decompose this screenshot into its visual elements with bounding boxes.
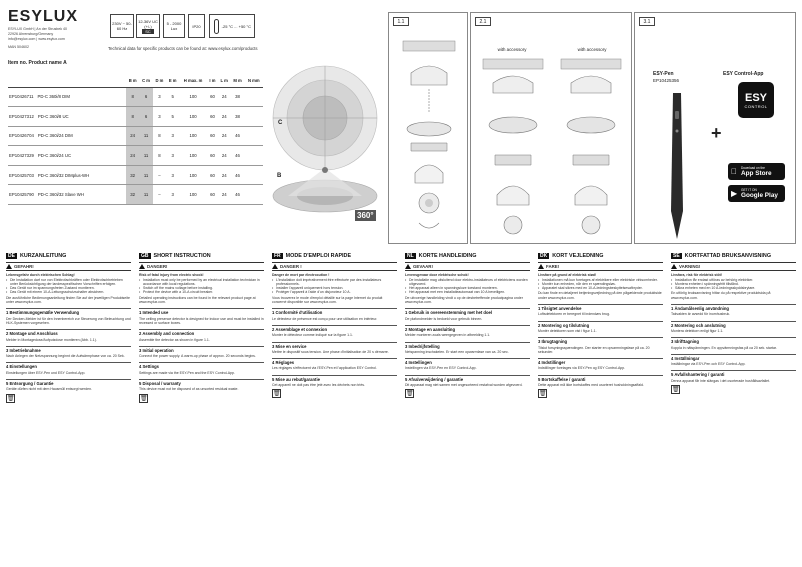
section-heading: 4 Einstellungen [6, 362, 131, 369]
safety-item: • De installatie mag uitsluitend door elektro-installateurs of elektriciens worden uitgevoerd. [405, 278, 530, 287]
danger-text: Risk of fatal injury from electric shock! [139, 273, 204, 278]
product-name: PD-C 360i/24 UC [37, 153, 72, 159]
danger-text: Livsfara, risk för elektrisk stöt! [671, 273, 722, 278]
table-cell: 24 [218, 126, 231, 146]
danger-text: Lebensgefahr durch elektrischen Schlag! [6, 273, 75, 278]
table-cell: 24 [126, 126, 139, 146]
spec-temperature [209, 14, 255, 38]
section-text: Le détecteur de présence est conçu pour une utilisation en intérieur. [272, 316, 378, 321]
section-text: Der Decken-Melder ist für den Innenbereich zur Steuerung von Beleuchtung und HLK-Systemen vorgesehen. [6, 316, 131, 325]
table-cell: 46 [231, 185, 245, 205]
column-head [671, 253, 796, 259]
table-cell: 11 [139, 165, 152, 185]
table-cell: 24 [218, 146, 231, 166]
section-heading: 5 Afvalverwijdering / garantie [405, 375, 530, 382]
bin-icon: 🗑 [406, 391, 414, 398]
column-header: D m [153, 75, 166, 87]
table-cell: 8 [153, 126, 166, 146]
language-code: NL [407, 253, 414, 259]
column-title: MODE D'EMPLOI RAPIDE [285, 253, 352, 259]
section-text: Melder in Montagedose/Aufputzdose montieren (Abb. 1.1). [6, 337, 97, 342]
figure-badge: 3.1 [639, 17, 655, 26]
product-cell [8, 87, 126, 107]
figure-1-panel [388, 12, 468, 244]
table-cell: 11 [139, 185, 152, 205]
product-cell [8, 126, 126, 146]
safety-item: • Het apparaat alleen in spanningsloze toestand monteren. [405, 286, 530, 290]
bin-icon: 🗑 [7, 395, 15, 402]
spec-uc [136, 14, 160, 38]
detection-label-c: C [278, 120, 283, 126]
table-cell: 46 [231, 146, 245, 166]
table-row [8, 126, 263, 146]
spec-lux [163, 14, 185, 38]
table-cell: 38 [231, 87, 245, 107]
danger-label: DANGER! [147, 263, 168, 269]
esy-pen-number: EP10425356 [653, 78, 680, 83]
section-text: The ceiling presence detector is designed for indoor use and must be installed in recessed or surface boxes. [139, 316, 264, 325]
table-cell: 60 [207, 146, 218, 166]
table-cell: 3 [166, 185, 179, 205]
bin-icon: 🗑 [273, 391, 281, 398]
warning-icon [538, 264, 544, 269]
language-code: FR [274, 253, 281, 259]
table-cell [245, 165, 263, 185]
section-heading: 3 Initial operation [139, 346, 264, 353]
safety-item: • Switch off the mains voltage before installing. [139, 286, 264, 290]
table-cell: 32 [126, 165, 139, 185]
section-text: Loftsdetektoren er beregnet til indendørs brug. [538, 312, 610, 317]
danger-bar [671, 262, 796, 271]
product-cell [8, 165, 126, 185]
safety-item: • Installationen må kun foretages af elektrikere eller elektriske virksomheder. [538, 278, 663, 282]
section-heading: 1 Gebruik in overeenstemming met het doel [405, 308, 530, 315]
items-table [8, 75, 263, 205]
section-text: Les réglages s'effectuent via l'ESY-Pen et l'application ESY Control. [272, 366, 377, 371]
safety-item: • Protéger l'appareil à l'aide d'un disjoncteur 10 A. [272, 290, 397, 294]
table-cell [245, 185, 263, 205]
language-column-de [6, 253, 131, 403]
tech-note: Technical data for specific products can be found at: www.esylux.com/products [108, 46, 258, 51]
safety-item: • L'installation doit impérativement être effectuée par des installateurs professionnels. [272, 278, 397, 287]
play-icon: ▶ [731, 189, 738, 198]
safety-item: • Protect the device with a 10-A circuit breaker. [139, 290, 264, 294]
product-cell [8, 107, 126, 127]
column-title: SHORT INSTRUCTION [153, 253, 211, 259]
spec-text: 5 - 2000 Lux [166, 21, 182, 31]
store-small-text: Download on the [741, 166, 765, 170]
items-heading: Item no. Product name A [8, 60, 67, 66]
section-text: Denna apparat får inte slängas i det osorterade hushållsavfallet. [671, 378, 771, 383]
danger-text: Danger de mort par électrocution ! [272, 273, 330, 278]
danger-label: GEVAAR! [413, 263, 433, 269]
product-cell [8, 146, 126, 166]
product-name: PD-C 360i/8 UC [37, 113, 69, 119]
warning-icon [405, 264, 411, 269]
section-text: Dit apparaat mag niet samen met ongesorteerd restafval worden afgevoerd. [405, 383, 523, 388]
spec-voltage [110, 14, 134, 38]
address-line: ESYLUX GmbH | An der Strusbek 40 [8, 27, 68, 31]
language-code: SE [673, 253, 680, 259]
item-number: EP10427312 [9, 113, 34, 119]
intro-text: Vous trouverez le mode d'emploi détaillé sur la page Internet du produit concerné disponible sur www.esylux.com. [272, 295, 383, 305]
table-cell: 46 [231, 126, 245, 146]
address-line: info@esylux.com | www.esylux.com [8, 37, 65, 41]
table-cell: 24 [218, 107, 231, 127]
table-cell: 3 [153, 87, 166, 107]
app-title: ESY Control-App [723, 71, 764, 77]
caption-with-accessory: with accessory [497, 47, 527, 52]
table-cell: 60 [207, 165, 218, 185]
store-small-text: GET IT ON [741, 188, 757, 192]
caption-with-accessory: with accessory [577, 47, 607, 52]
spec-text: IP20 [192, 23, 201, 29]
section-text: Mettre le dispositif sous tension. Une phase d'initialisation de 20 s démarre. [272, 349, 389, 354]
safety-item: • Montér kun enheden, når den er spændingsløs. [538, 282, 663, 286]
section-text: Takvakten är avsedd för inomhusbruk. [671, 312, 731, 317]
section-text: Montér detektoren som vist i figur 1.1. [538, 328, 597, 333]
section-heading: 1 Intended use [139, 308, 264, 315]
table-row [8, 185, 263, 205]
danger-bar [538, 262, 663, 271]
language-column-se [671, 253, 796, 394]
app-logo-top: ESY [744, 91, 767, 104]
section-heading: 1 Ändamålsenlig användning [671, 304, 796, 311]
danger-bar [272, 262, 397, 271]
table-cell: 6 [139, 107, 152, 127]
product-cell [8, 185, 126, 205]
danger-bar [6, 262, 131, 271]
table-row [8, 87, 263, 107]
section-heading: 4 Settings [139, 362, 264, 369]
bin-icon: 🗑 [140, 395, 148, 402]
warning-icon [139, 264, 145, 269]
bin-icon: 🗑 [539, 391, 547, 398]
column-head [6, 253, 131, 259]
table-cell: 100 [179, 146, 207, 166]
table-cell: 38 [231, 107, 245, 127]
table-cell: 100 [179, 165, 207, 185]
product-name: PD-C 360i/32 Slave WH [37, 192, 84, 198]
warning-icon [671, 264, 677, 269]
table-cell: 100 [179, 185, 207, 205]
table-cell [245, 107, 263, 127]
disposal-note [139, 394, 264, 403]
section-heading: 5 Entsorgung / Garantie [6, 379, 131, 386]
section-heading: 5 Bortskaffelse / garanti [538, 375, 663, 382]
column-header: B m [126, 75, 139, 87]
section-heading: 5 Disposal / warranty [139, 379, 264, 386]
intro-text: Detailed operating instructions can be found in the relevant product page at www.esylux.com. [139, 295, 256, 305]
table-cell: 24 [218, 185, 231, 205]
table-row [8, 107, 263, 127]
safety-item: • Installation must only be performed by an electrical installation technician in accordance with local regulations. [139, 278, 264, 287]
store-big-text: Google Play [741, 192, 778, 199]
figure-badge: 1.1 [393, 17, 409, 26]
table-cell: 100 [179, 126, 207, 146]
section-text: Connect the power supply. A warm-up phase of approx. 20 seconds begins. [139, 354, 256, 359]
section-text: Monter le détecteur comme indiqué sur la figure 1.1. [272, 333, 353, 338]
section-heading: 2 Assemblage et connexion [272, 325, 397, 332]
spec-text: -25 °C ... +50 °C [221, 23, 251, 29]
section-heading: 2 Montage und Anschluss [6, 329, 131, 336]
table-cell: 60 [207, 185, 218, 205]
esy-control-app-icon[interactable] [738, 82, 774, 118]
column-header: M m [231, 75, 245, 87]
table-cell: 3 [153, 107, 166, 127]
table-cell: 8 [153, 146, 166, 166]
section-text: Netspanning inschakelen. Er start een opwarmfase van ca. 20 sec. [405, 349, 509, 354]
intro-text: En utförlig bruksanvisning hittar du på respektive produktsida på www.esylux.com. [671, 291, 771, 300]
column-header: L m [218, 75, 231, 87]
table-cell: 24 [218, 165, 231, 185]
doc-number: MAN 504602 [8, 45, 29, 49]
section-text: Nach Anlegen der Netzspannung beginnt die Aufwärmphase von ca. 20 Sek. [6, 354, 125, 359]
safety-item: • Installer l'appareil uniquement hors tension. [272, 286, 397, 290]
section-text: Melder monteren zoals weergegeven in afbeelding 1.1. [405, 333, 491, 338]
section-text: Inställningar via ESY-Pen och ESY Control-App. [671, 362, 746, 367]
table-cell: 8 [126, 87, 139, 107]
figure-3-panel [634, 12, 796, 244]
item-number: EP10426711 [9, 94, 34, 100]
item-number: EP10426704 [9, 133, 34, 139]
section-heading: 4 Inställningar [671, 354, 796, 361]
table-row [8, 165, 263, 185]
spec-ip [188, 14, 205, 38]
column-header: H max. m [179, 75, 207, 87]
mounting-illustration [397, 33, 461, 238]
product-name: PD-C 360i/24 DIM [37, 133, 73, 139]
table-cell: 24 [218, 87, 231, 107]
intro-text: De uitvoerige handleiding vindt u op de desbetreffende productpagina onder www.esylux.com. [405, 295, 523, 305]
esy-pen-title: ESY-Pen [653, 71, 674, 77]
warning-icon [6, 264, 12, 269]
accessory-mounting-illustration [475, 55, 629, 241]
table-cell: – [153, 185, 166, 205]
table-cell: 3 [166, 165, 179, 185]
danger-bar [405, 262, 530, 271]
section-text: Einstellungen über ESY-Pen und ESY Control-App. [6, 370, 86, 375]
plus-icon: + [711, 123, 722, 143]
section-heading: 3 Inbetriebnahme [6, 346, 131, 353]
brand-logo: ESYLUX [8, 8, 79, 25]
danger-label: DANGER ! [280, 263, 302, 269]
section-text: Montera detektorn enligt figur 1.1. [671, 328, 724, 333]
safety-item: • Die Installation darf nur von Elektrofachkräften oder Elektrofachbetrieben unter Berücksichtigung der landesspezifischen Vorschriften erfolgen. [6, 278, 131, 287]
safety-item: • Apparatet skal sikres med en 10-A-ledningsbeskyttelsesafbryder. [538, 286, 663, 290]
product-name: PD-C 360i/32 DIMplus-WH [37, 172, 90, 178]
table-cell: 3 [166, 126, 179, 146]
section-heading: 4 Instellingen [405, 358, 530, 365]
figure-2-panel [470, 12, 632, 244]
detection-label-b: B [277, 173, 282, 179]
apple-icon [731, 167, 739, 176]
section-text: Indstillinger foretages via ESY-Pen og ESY Control-App. [538, 366, 626, 371]
product-name: PD-C 360i/8 DIM [37, 94, 71, 100]
section-heading: 3 Ibrugtagning [538, 337, 663, 344]
detection-area-illustration [268, 58, 383, 223]
language-column-nl [405, 253, 530, 398]
disposal-note [538, 389, 663, 398]
column-header [8, 75, 126, 87]
section-text: Koppla in nätspänningen. En uppvärmningsfas på ca 20 sek. startar. [671, 345, 777, 350]
table-cell: 100 [179, 87, 207, 107]
warning-icon [272, 264, 278, 269]
table-cell: 60 [207, 126, 218, 146]
spec-text: SC [142, 29, 154, 34]
app-logo-bottom: CONTROL [744, 103, 768, 109]
disposal-note [671, 385, 796, 394]
table-cell [245, 87, 263, 107]
section-heading: 3 Idrifttagning [671, 337, 796, 344]
language-code: GB [141, 253, 149, 259]
table-cell: 5 [166, 107, 179, 127]
section-heading: 2 Montering og tilslutning [538, 321, 663, 328]
column-head [139, 253, 264, 259]
danger-label: FARE! [546, 263, 560, 269]
safety-item: • Säkra enheten med en 10 A-ledningsskyddsbrytare. [671, 286, 796, 290]
table-cell: 11 [139, 126, 152, 146]
section-text: Dette apparat må ikke bortskaffes med usorteret husholdningsaffald. [538, 383, 644, 388]
company-address [8, 27, 78, 50]
section-heading: 2 Montage en aansluiting [405, 325, 530, 332]
section-text: This device must not be disposed of as unsorted residual waste. [139, 387, 239, 392]
safety-item: • Montera enheten i spänningsfritt tillstånd. [671, 282, 796, 286]
google-play-button[interactable] [728, 185, 785, 202]
intro-text: Du kan finde en detaljeret betjeningsvejledning på den pågældende produktside under www.esylux.com. [538, 291, 662, 300]
language-column-fr [272, 253, 397, 398]
section-text: De plafondmelder is bedoeld voor gebruik binnen. [405, 316, 483, 321]
safety-item: • Installation får endast utföras av behörig elektriker. [671, 278, 796, 282]
language-code: DK [540, 253, 548, 259]
disposal-note [272, 389, 397, 398]
column-head [405, 253, 530, 259]
column-title: KORTE HANDLEIDING [418, 253, 477, 259]
safety-item: • Das Gerät mit einem 10-A-Leitungsschutzschalter absichern. [6, 290, 131, 294]
table-cell: 60 [207, 107, 218, 127]
language-column-gb [139, 253, 264, 403]
section-heading: 4 Indstillinger [538, 358, 663, 365]
column-header: N mm [245, 75, 263, 87]
table-cell: 5 [166, 87, 179, 107]
language-code: DE [8, 253, 15, 259]
table-cell: 11 [139, 146, 152, 166]
section-text: Assemble the detector as shown in figure 1.1. [139, 337, 210, 342]
language-column-dk [538, 253, 663, 398]
spec-text: 230V ~ 50-60 Hz [112, 21, 132, 31]
safety-item: • Het apparaat met een installatieautomaat van 10 A beveiligen. [405, 290, 530, 294]
danger-label: VARNING! [679, 263, 701, 269]
column-title: KURZANLEITUNG [19, 253, 67, 259]
column-title: KORT VEJLEDNING [552, 253, 604, 259]
section-text: Instellingen via ESY-Pen en ESY Control-App. [405, 366, 477, 371]
table-header-row [8, 75, 263, 87]
table-cell: 46 [231, 165, 245, 185]
column-head [538, 253, 663, 259]
esy-pen-icon [663, 91, 691, 241]
section-heading: 3 Inbedrijfstelling [405, 342, 530, 349]
section-heading: 5 Mise au rebut/garantie [272, 375, 397, 382]
section-text: Geräte dürfen nicht mit dem Hausmüll entsorgt werden. [6, 387, 92, 392]
disposal-note [405, 389, 530, 398]
disposal-note [6, 394, 131, 403]
table-row [8, 146, 263, 166]
table-cell: 24 [126, 146, 139, 166]
column-header: C m [139, 75, 152, 87]
store-big-text: App Store [741, 170, 772, 177]
danger-text: Levensgevaar door elektrische schok! [405, 273, 469, 278]
column-head [272, 253, 397, 259]
table-cell: – [153, 165, 166, 185]
section-heading: 3 Mise en service [272, 342, 397, 349]
safety-item: • Das Gerät nur im spannungsfreien Zustand montieren. [6, 286, 131, 290]
address-line: 22926 Ahrensburg/Germany [8, 32, 54, 36]
section-text: Tilslut forsyningsspændingen. Der starter en opvarmningsfase på ca. 20 sekunder. [538, 345, 650, 354]
figure-badge: 2.1 [475, 17, 491, 26]
section-heading: 1 Bestimmungsgemäße Verwendung [6, 308, 131, 315]
table-cell [245, 146, 263, 166]
column-header: I m [207, 75, 218, 87]
section-text: Settings are made via the ESY-Pen and the ESY Control-App. [139, 370, 235, 375]
degree-label: 360° [357, 211, 374, 220]
bin-icon: 🗑 [672, 387, 680, 394]
item-number: EP10425703 [9, 172, 34, 178]
section-heading: 4 Réglages [272, 358, 397, 365]
table-cell: 32 [126, 185, 139, 205]
thermometer-icon [214, 19, 219, 34]
table-cell: 60 [207, 87, 218, 107]
table-cell: 8 [126, 107, 139, 127]
item-number: EP10425790 [9, 192, 34, 198]
app-store-button[interactable] [728, 163, 785, 180]
danger-text: Livsfare på grund af elektrisk stød! [538, 273, 597, 278]
table-cell [245, 126, 263, 146]
section-heading: 1 Tilsigtet anvendelse [538, 304, 663, 311]
item-number: EP10427329 [9, 153, 34, 159]
column-header: E m [166, 75, 179, 87]
intro-text: Die ausführliche Bedienungsanleitung finden Sie auf der jeweiligen Produktseite unter www.esylux.com. [6, 295, 130, 305]
danger-label: GEFAHR! [14, 263, 34, 269]
section-heading: 1 Conformité d'utilisation [272, 308, 397, 315]
table-cell: 3 [166, 146, 179, 166]
danger-bar [139, 262, 264, 271]
section-heading: 2 Montering och anslutning [671, 321, 796, 328]
spec-text: 12-36V UC (+/-) [138, 18, 158, 29]
table-cell: 6 [139, 87, 152, 107]
table-cell: 100 [179, 107, 207, 127]
section-text: Cet appareil ne doit pas être jeté avec les déchets non triés. [272, 383, 365, 388]
section-heading: 5 Avfallshantering / garanti [671, 370, 796, 377]
section-heading: 2 Assembly and connection [139, 329, 264, 336]
column-title: KORTFATTAD BRUKSANVISNING [684, 253, 772, 259]
